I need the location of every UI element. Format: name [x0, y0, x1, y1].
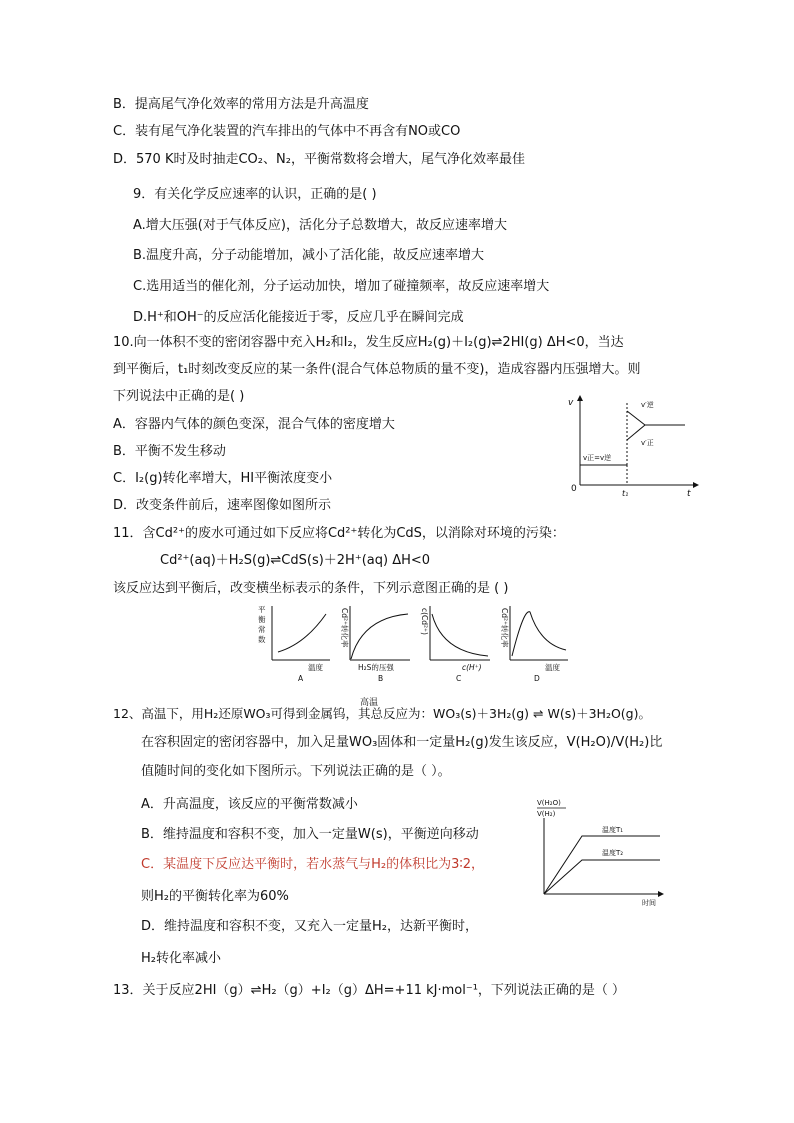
q12-option-d-cont: H₂转化率减小 — [141, 951, 221, 966]
graph-d-tag: D — [534, 674, 540, 683]
graph-a-ylabel-4: 数 — [258, 635, 266, 644]
graph-b-ylabel: Cd²⁺转化率 — [340, 608, 349, 648]
q12-option-c: C．某温度下反应达平衡时，若水蒸气与H₂的体积比为3∶2， — [141, 857, 484, 872]
q12-stem-2: 在容积固定的密闭容器中，加入足量WO₃固体和一定量H₂(g)发生该反应，V(H₂O)/V(H₂)比 — [141, 735, 663, 750]
q9-option-d: D.H⁺和OH⁻的反应活化能接近于零，反应几乎在瞬间完成 — [133, 310, 464, 325]
q12-stem-1: 12、高温下，用H₂还原WO₃可得到金属钨，其总反应为：WO₃(s)＋3H₂(g) ⇌ W(s)＋3H₂O(g)。 — [113, 706, 651, 721]
v-axis-label: v — [568, 398, 574, 408]
q11-figures — [250, 604, 570, 684]
q8-option-d: D．570 K时及时抽走CO₂、N₂，平衡常数将会增大，尾气净化效率最佳 — [113, 152, 525, 167]
q10-stem-1: 10.向一体积不变的密闭容器中充入H₂和I₂，发生反应H₂(g)＋I₂(g)⇌2HI(g) ΔH<0，当达 — [113, 335, 624, 350]
t-axis-label: t — [687, 489, 691, 499]
q12-stem-3: 值随时间的变化如下图所示。下列说法正确的是（ ）。 — [141, 764, 451, 779]
x-axis-arrow-icon — [658, 891, 664, 897]
q12-option-b: B．维持温度和容积不变，加入一定量W(s)，平衡逆向移动 — [141, 827, 479, 842]
q11-stem: 11．含Cd²⁺的废水可通过如下反应将Cd²⁺转化为CdS，以消除对环境的污染： — [113, 526, 565, 541]
graph-d-curve — [512, 612, 566, 656]
q10-option-a: A．容器内气体的颜色变深，混合气体的密度增大 — [113, 417, 395, 432]
graph-b-xlabel: H₂S的压强 — [358, 663, 394, 672]
q9-stem: 9．有关化学反应速率的认识，正确的是( ) — [133, 187, 377, 202]
ratio-label-top: V(H₂O) — [537, 799, 561, 807]
origin-label: 0 — [571, 484, 577, 494]
q10-option-c: C．I₂(g)转化率增大，HI平衡浓度变小 — [113, 471, 333, 486]
q11-prompt: 该反应达到平衡后，改变横坐标表示的条件，下列示意图正确的是 ( ) — [113, 581, 509, 596]
q9-option-a: A.增大压强(对于气体反应)，活化分子总数增大，故反应速率增大 — [133, 218, 507, 233]
q12-condition: 高温 — [360, 698, 379, 708]
curve-t1-label: 温度T₁ — [602, 826, 624, 834]
t1-label: t₁ — [622, 489, 629, 498]
q8-option-c: C．装有尾气净化装置的汽车排出的气体中不再含有NO或CO — [113, 124, 461, 139]
q11-graph-d — [500, 606, 568, 683]
forward-rate-curve — [627, 425, 645, 440]
graph-d-ylabel: Cd²⁺转化率 — [500, 608, 509, 648]
q11-graph-a — [258, 605, 330, 683]
v-reverse-label: v′逆 — [641, 401, 654, 409]
curve-t2-label: 温度T₂ — [602, 849, 624, 857]
graph-c-xlabel: c(H⁺) — [462, 663, 482, 672]
q10-option-b: B．平衡不发生移动 — [113, 444, 226, 459]
q12-option-c-cont: 则H₂的平衡转化率为60% — [141, 889, 289, 904]
graph-d-xlabel: 温度 — [545, 663, 560, 672]
q12-ratio-figure — [532, 796, 672, 908]
q10-rate-figure — [565, 393, 700, 500]
v-axis-arrow-icon — [577, 395, 583, 401]
q12-option-d: D．维持温度和容积不变，又充入一定量H₂，达新平衡时， — [141, 919, 478, 934]
q11-graph-c — [420, 606, 490, 683]
q10-stem-3: 下列说法中正确的是( ) — [113, 389, 245, 404]
x-axis-label: 时间 — [642, 899, 656, 907]
graph-a-ylabel-3: 常 — [258, 625, 266, 634]
graph-a-ylabel-1: 平 — [258, 605, 266, 614]
q10-option-d: D．改变条件前后，速率图像如图所示 — [113, 498, 332, 513]
q9-option-c: C.选用适当的催化剂，分子运动加快，增加了碰撞频率，故反应速率增大 — [133, 279, 550, 294]
q13-stem: 13．关于反应2HI（g）⇌H₂（g）+I₂（g）ΔH=+11 kJ·mol⁻¹，下列说法正确的是（ ） — [113, 983, 626, 998]
q12-option-a: A．升高温度，该反应的平衡常数减小 — [141, 797, 358, 812]
ratio-label-bottom: V(H₂) — [537, 810, 556, 818]
graph-a-curve — [278, 614, 326, 652]
equilibrium-rate-label: v正=v逆 — [583, 454, 612, 462]
graph-b-curve — [351, 614, 408, 659]
curve-t1 — [544, 836, 660, 894]
graph-b-tag: B — [378, 674, 384, 683]
q9-option-b: B.温度升高，分子动能增加，减小了活化能，故反应速率增大 — [133, 248, 485, 263]
graph-c-ylabel: c(Cd²⁺) — [420, 608, 429, 635]
q8-option-b: B．提高尾气净化效率的常用方法是升高温度 — [113, 97, 369, 112]
v-forward-label: v′正 — [641, 439, 654, 447]
q11-equation: Cd²⁺(aq)＋H₂S(g)⇌CdS(s)＋2H⁺(aq) ΔH<0 — [160, 553, 431, 568]
q11-graph-b — [340, 606, 410, 683]
t-axis-arrow-icon — [693, 482, 699, 488]
graph-c-curve — [432, 614, 488, 656]
reverse-rate-curve — [627, 411, 645, 425]
q10-stem-2: 到平衡后，t₁时刻改变反应的某一条件(混合气体总物质的量不变)，造成容器内压强增大。则 — [113, 362, 641, 377]
graph-c-tag: C — [456, 674, 462, 683]
curve-t2 — [544, 860, 660, 894]
graph-a-xlabel: 温度 — [308, 663, 323, 672]
graph-a-ylabel-2: 衡 — [258, 615, 266, 624]
graph-a-tag: A — [298, 674, 304, 683]
